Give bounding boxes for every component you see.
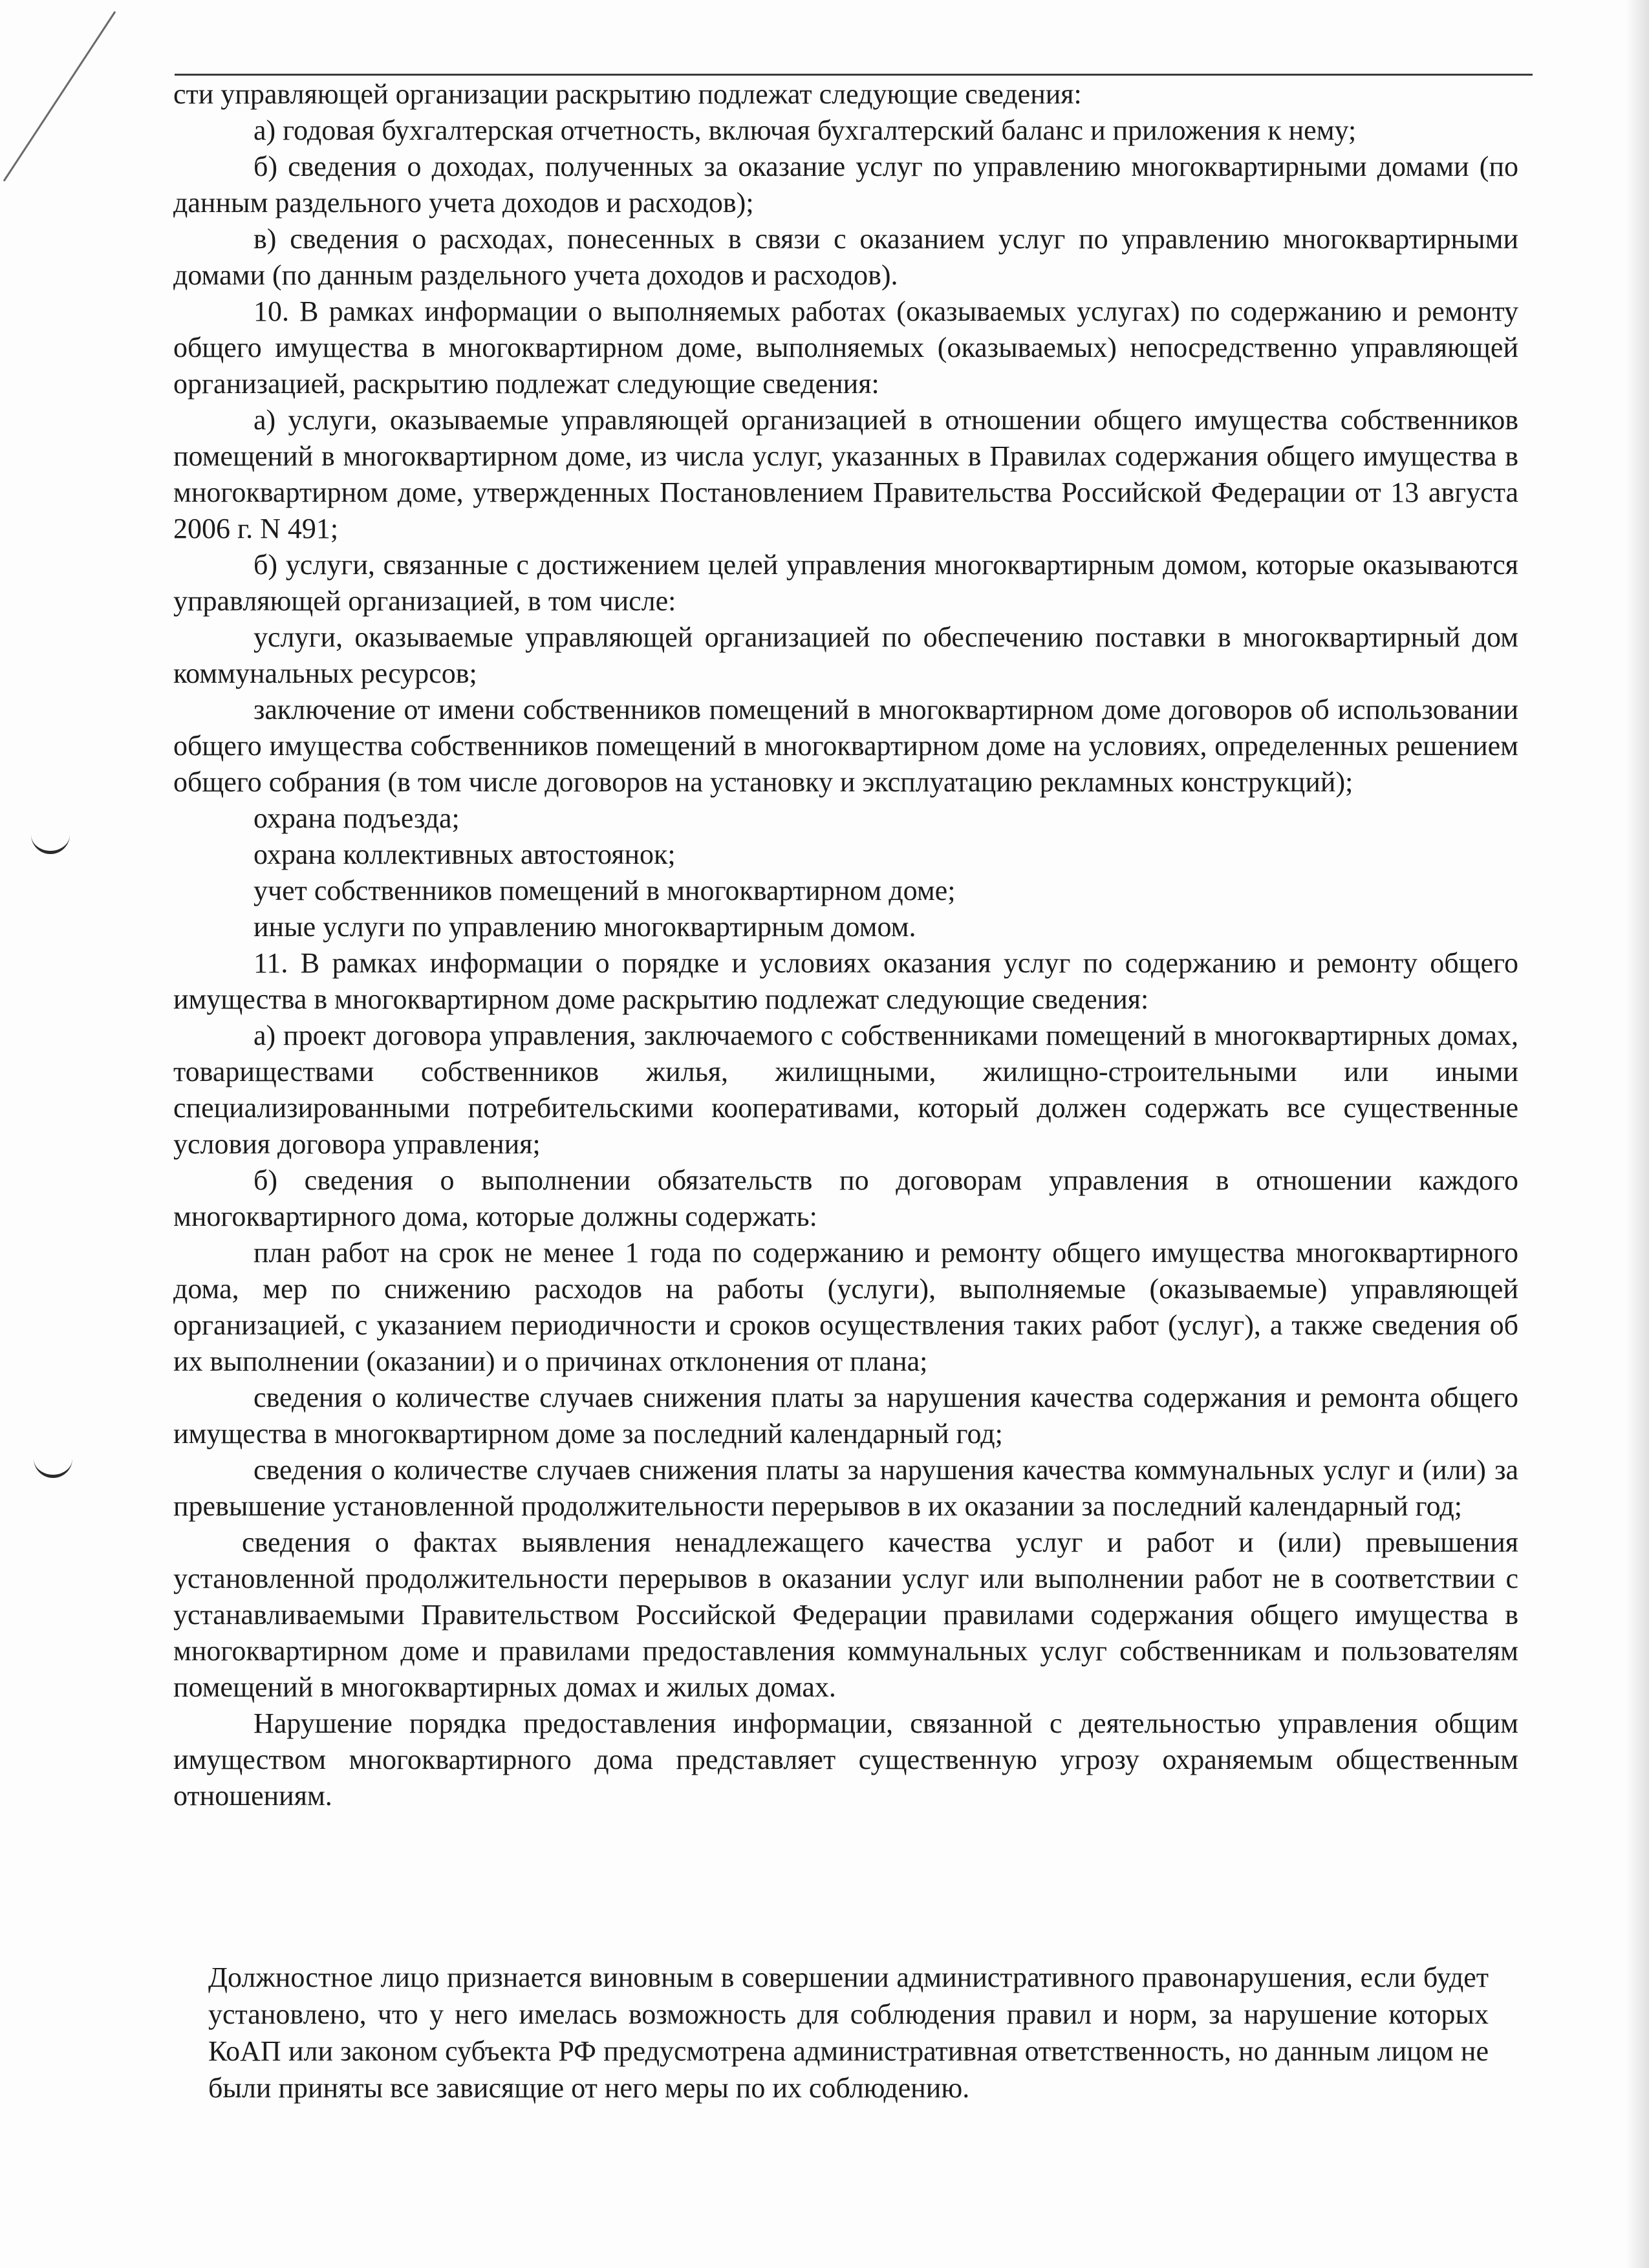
list-item-other-services: иные услуги по управлению многоквартирным домом. (253, 911, 916, 943)
paragraph-item-a-accounting: а) годовая бухгалтерская отчетность, включая бухгалтерский баланс и приложения к нему; (253, 114, 1357, 146)
header-rule (175, 74, 1533, 76)
list-item-owner-registry: учет собственников помещений в многоквартирном доме; (253, 875, 956, 906)
paragraph-utility-supply: услуги, оказываемые управляющей организацией по обеспечению поставки в многоквартирный дом коммунальных ресурсов; (173, 621, 1518, 689)
paragraph-section-10-b: б) услуги, связанные с достижением целей управления многоквартирным домом, которые оказываются управляющей организацией, в том числе: (173, 549, 1518, 617)
paragraph-contracts: заключение от имени собственников помещений в многоквартирном доме договоров об использовании общего имущества собственников помещений в многоквартирном доме на условиях, определенных решением общего собрания (в том числе договоров на установку и эксплуатацию рекламных конструкций); (173, 694, 1518, 798)
paragraph-work-plan: план работ на срок не менее 1 года по содержанию и ремонту общего имущества многоквартирного дома, мер по снижению расходов на работы (услуги), выполняемые (оказываемые) управляющей организацией, с указанием периодичности и сроков осуществления таких работ (услуг), а также сведения об их выполнении (оказании) и о причинах отклонения от плана; (173, 1237, 1518, 1377)
final-paragraph-block (208, 1959, 1489, 2106)
paragraph-continuation: сти управляющей организации раскрытию подлежат следующие сведения: (173, 78, 1082, 110)
punch-hole-mark-lower (34, 1458, 72, 1478)
paragraph-section-11-b: б) сведения о выполнении обязательств по договорам управления в отношении каждого многоквартирного дома, которые должны содержать: (173, 1164, 1518, 1232)
punch-hole-mark-upper (31, 834, 70, 854)
paragraph-section-11-a: а) проект договора управления, заключаемого с собственниками помещений в многоквартирных домах, товариществами собственников жилья, жилищными, жилищно-строительными или иными специализированными потребительскими кооперативами, который должен содержать все существенные условия договора управления; (173, 1020, 1518, 1160)
list-item-entrance-security: охрана подъезда; (253, 802, 460, 834)
paragraph-item-b-income: б) сведения о доходах, полученных за оказание услуг по управлению многоквартирными домами (по данным раздельного учета доходов и расходов); (173, 151, 1518, 219)
document-body (173, 76, 1518, 1814)
scan-corner-mark (0, 0, 142, 194)
paragraph-section-10: 10. В рамках информации о выполняемых работах (оказываемых услугах) по содержанию и ремонту общего имущества в многоквартирном доме, выполняемых (оказываемых) непосредственно управляющей организацией, раскрытию подлежат следующие сведения: (173, 295, 1518, 400)
paragraph-item-v-expenses: в) сведения о расходах, понесенных в связи с оказанием услуг по управлению многоквартирными домами (по данным раздельного учета доходов и расходов). (173, 223, 1518, 291)
paragraph-violation-threat: Нарушение порядка предоставления информации, связанной с деятельностью управления общим имуществом многоквартирного дома представляет существенную угрозу охраняемым общественным отношениям. (173, 1707, 1518, 1812)
paragraph-section-10-a: а) услуги, оказываемые управляющей организацией в отношении общего имущества собственников помещений в многоквартирном доме, из числа услуг, указанных в Правилах содержания общего имущества в многоквартирном доме, утвержденных Постановлением Правительства Российской Федерации от 13 августа 2006 г. N 491; (173, 404, 1518, 544)
list-item-parking-security: охрана коллективных автостоянок; (253, 839, 676, 870)
paragraph-fee-reduction-maintenance: сведения о количестве случаев снижения платы за нарушения качества содержания и ремонта общего имущества в многоквартирном доме за последний календарный год; (173, 1382, 1518, 1450)
page-edge-shadow (1626, 0, 1649, 2268)
paragraph-quality-violations: сведения о фактах выявления ненадлежащего качества услуг и работ и (или) превышения установленной продолжительности перерывов в оказании услуг или выполнении работ не в соответствии с устанавливаемыми Правительством Российской Федерации правилами содержания общего имущества в многоквартирном доме и правилами предоставления коммунальных услуг собственникам и пользователям помещений в многоквартирных домах и жилых домах. (173, 1526, 1518, 1703)
paragraph-official-liability: Должностное лицо признается виновным в совершении административного правонарушения, если будет установлено, что у него имелась возможность для соблюдения правил и норм, за нарушение которых КоАП или законом субъекта РФ предусмотрена административная ответственность, но данным лицом не были приняты все зависящие от него меры по их соблюдению. (208, 1962, 1489, 2104)
paragraph-fee-reduction-utilities: сведения о количестве случаев снижения платы за нарушения качества коммунальных услуг и (или) за превышение установленной продолжительности перерывов в их оказании за последний календарный год; (173, 1454, 1518, 1522)
paragraph-section-11: 11. В рамках информации о порядке и условиях оказания услуг по содержанию и ремонту общего имущества в многоквартирном доме раскрытию подлежат следующие сведения: (173, 947, 1518, 1015)
